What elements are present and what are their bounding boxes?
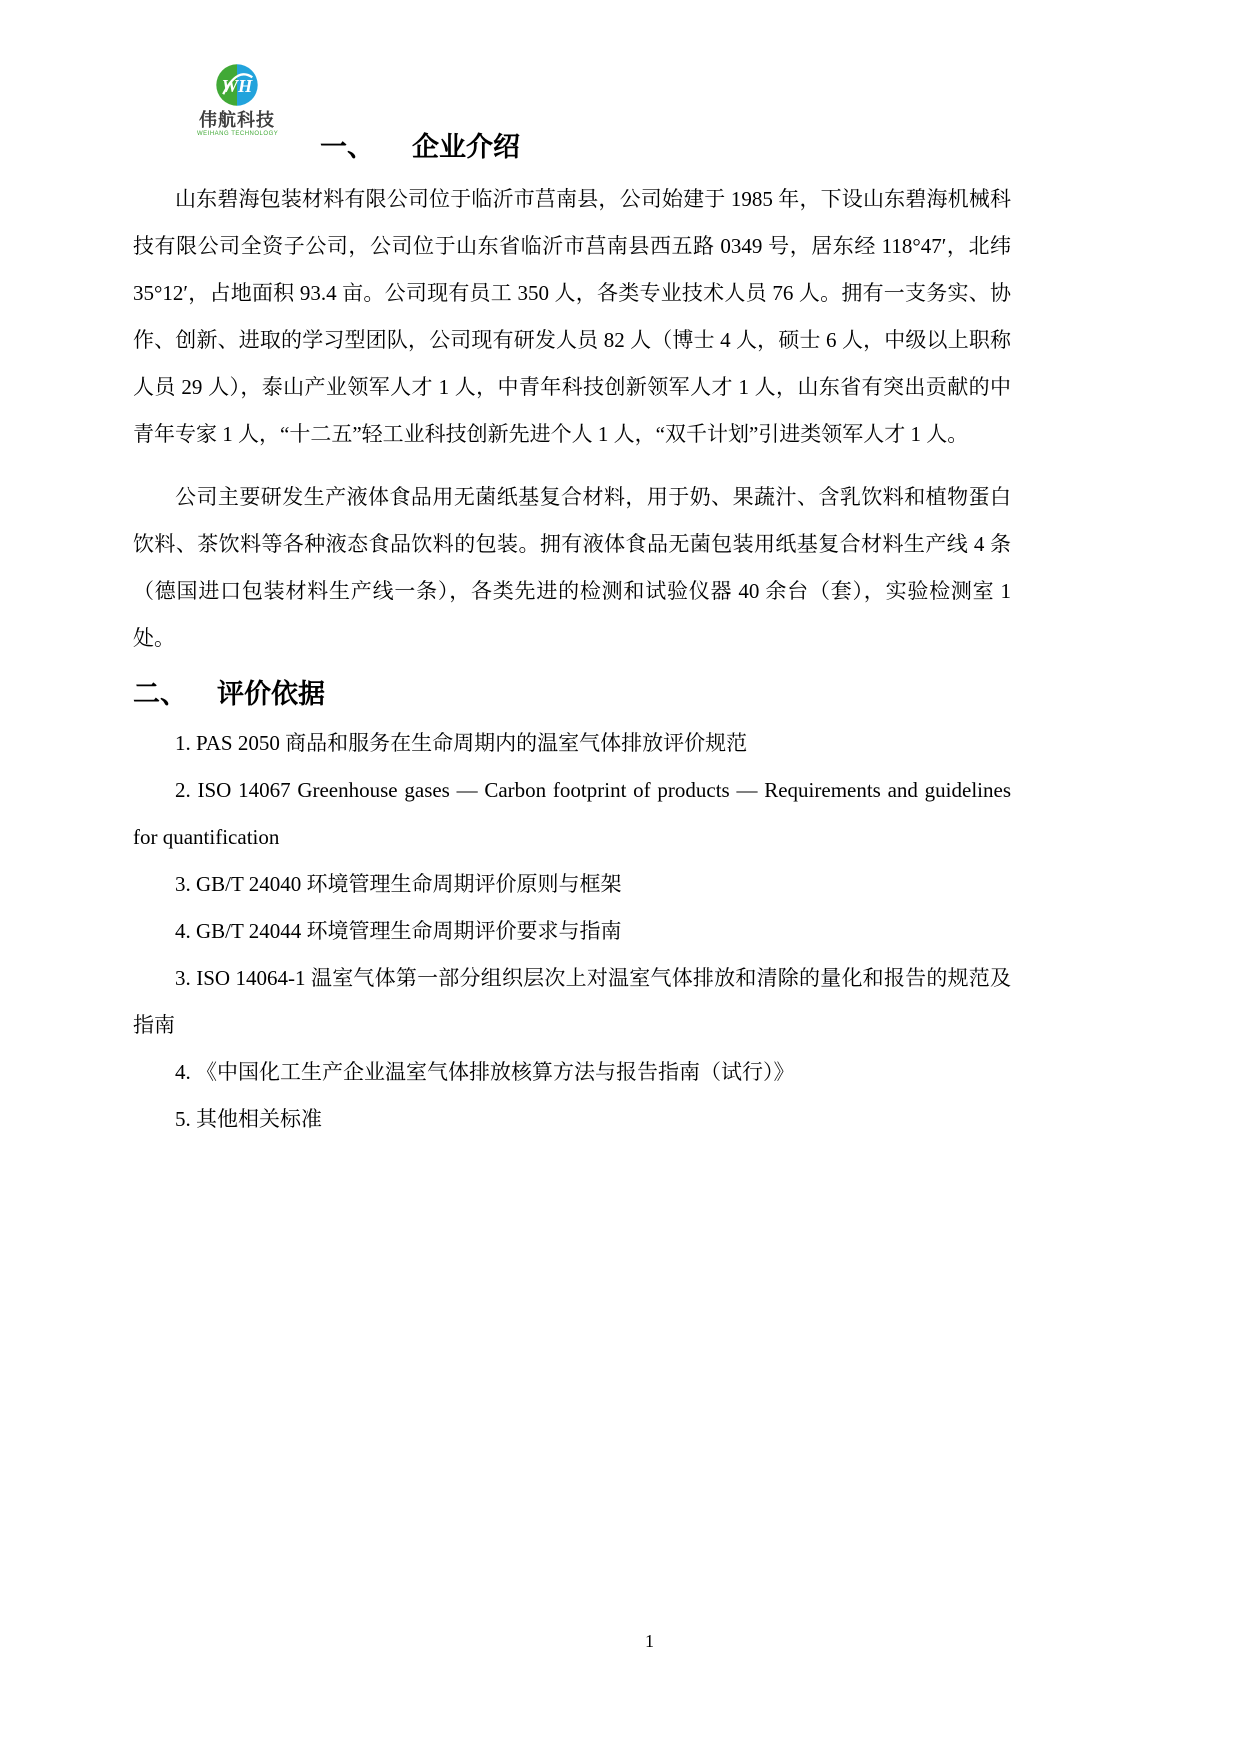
list-item-4: 4. GB/T 24044 环境管理生命周期评价要求与指南	[175, 919, 622, 943]
company-logo	[197, 62, 277, 137]
section-1-number: 一、	[320, 132, 374, 162]
section-2-title: 评价依据	[217, 679, 325, 709]
list-item-5: 3. ISO 14064-1 温室气体第一部分组织层次上对温室气体排放和清除的量化和报告的规范及指南	[133, 966, 1011, 1037]
list-item-6: 4. 《中国化工生产企业温室气体排放核算方法与报告指南（试行）》	[175, 1060, 795, 1084]
logo-company-name-en: WEIHANG TECHNOLOGY	[197, 130, 279, 137]
list-item-1: 1. PAS 2050 商品和服务在生命周期内的温室气体排放评价规范	[175, 731, 748, 755]
paragraph-company-intro-2: 公司主要研发生产液体食品用无菌纸基复合材料，用于奶、果蔬汁、含乳饮料和植物蛋白饮料、茶饮料等各种液态食品饮料的包装。拥有液体食品无菌包装用纸基复合材料生产线 4 条（德国进口包装材料生产线一条），各类先进的检测和试验仪器 40 余台（套），实验检测室 1 处。	[133, 485, 1011, 650]
page-number: 1	[645, 1631, 654, 1651]
section-1-title: 企业介绍	[412, 132, 520, 162]
list-item-3: 3. GB/T 24040 环境管理生命周期评价原则与框架	[175, 872, 622, 896]
logo-mark-icon	[214, 62, 260, 108]
document-body	[133, 176, 1011, 1143]
logo-monogram: WH	[221, 75, 253, 96]
section-2-number: 二、	[133, 679, 187, 709]
logo-company-name: 伟航科技	[199, 110, 275, 130]
paragraph-company-intro-1: 山东碧海包装材料有限公司位于临沂市莒南县，公司始建于 1985 年，下设山东碧海机械科技有限公司全资子公司，公司位于山东省临沂市莒南县西五路 0349 号，居东经 118°47′，北纬 35°12′，占地面积 93.4 亩。公司现有员工 350 人，各类专业技术人员 76 人。拥有一支务实、协作、创新、进取的学习型团队，公司现有研发人员 82 人（博士 4 人，硕士 6 人，中级以上职称人员 29 人），泰山产业领军人才 1 人，中青年科技创新领军人才 1 人，山东省有突出贡献的中青年专家 1 人，“十二五”轻工业科技创新先进个人 1 人，“双千计划”引进类领军人才 1 人。	[133, 187, 1011, 446]
list-item-2: 2. ISO 14067 Greenhouse gases — Carbon footprint of products — Requirements and guidelines for quantification	[133, 778, 1011, 849]
list-item-7: 5. 其他相关标准	[175, 1107, 322, 1131]
section-1-heading	[320, 130, 520, 164]
section-2-heading	[133, 676, 1011, 712]
